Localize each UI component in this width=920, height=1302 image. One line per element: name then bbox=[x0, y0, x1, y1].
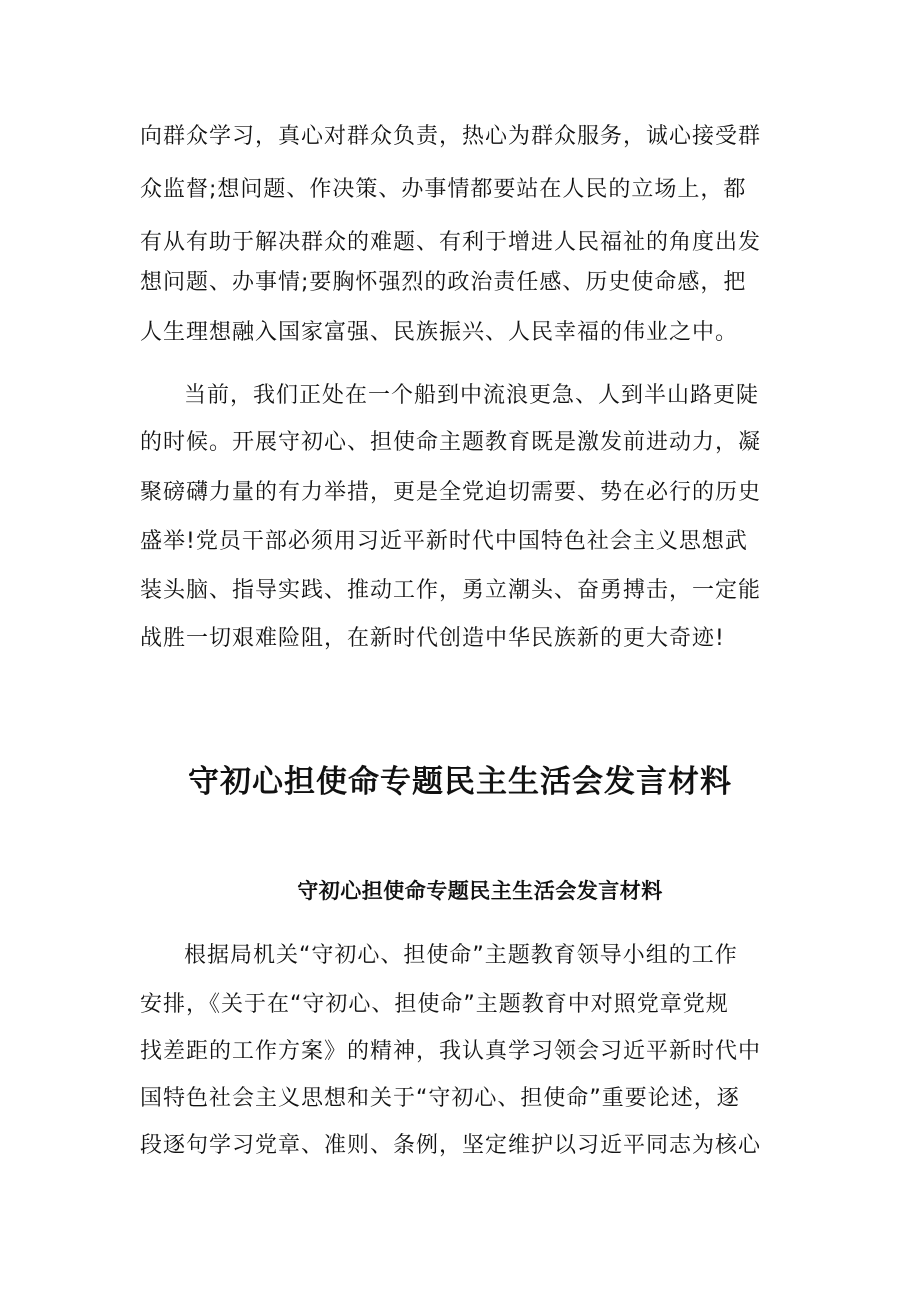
paragraph-line: 段逐句学习党章、准则、条例，坚定维护以习近平同志为核心 bbox=[140, 1133, 762, 1158]
paragraph-line: 聚磅礴力量的有力举措，更是全党迫切需要、势在必行的历史 bbox=[140, 480, 762, 505]
paragraph-line: 的时候。开展守初心、担使命主题教育既是激发前进动力，凝 bbox=[140, 430, 762, 455]
document-subtitle: 守初心担使命专题民主生活会发言材料 bbox=[297, 879, 663, 903]
paragraph-line: 国特色社会主义思想和关于“守初心、担使命”重要论述，逐 bbox=[140, 1086, 740, 1111]
paragraph-line: 盛举!党员干部必须用习近平新时代中国特色社会主义思想武 bbox=[140, 529, 748, 554]
paragraph-line: 有从有助于解决群众的难题、有利于增进人民福祉的角度出发 bbox=[140, 230, 762, 255]
paragraph-line: 战胜一切艰难险阻，在新时代创造中华民族新的更大奇迹! bbox=[140, 626, 725, 651]
paragraph-line: 想问题、办事情;要胸怀强烈的政治责任感、历史使命感，把 bbox=[140, 270, 747, 295]
paragraph-line: 当前，我们正处在一个船到中流浪更急、人到半山路更陡 bbox=[184, 383, 760, 408]
paragraph-line: 众监督;想问题、作决策、办事情都要站在人民的立场上，都 bbox=[140, 177, 747, 202]
paragraph-line: 向群众学习，真心对群众负责，热心为群众服务，诚心接受群 bbox=[140, 124, 762, 149]
document-title: 守初心担使命专题民主生活会发言材料 bbox=[188, 764, 732, 800]
paragraph-line: 找差距的工作方案》的精神，我认真学习领会习近平新时代中 bbox=[140, 1039, 762, 1064]
paragraph-line: 装头脑、指导实践、推动工作，勇立潮头、奋勇搏击，一定能 bbox=[140, 578, 762, 603]
paragraph-line: 根据局机关“守初心、担使命”主题教育领导小组的工作 bbox=[184, 943, 738, 968]
paragraph-line: 安排，《关于在“守初心、担使命”主题教育中对照党章党规 bbox=[140, 992, 729, 1017]
paragraph-line: 人生理想融入国家富强、民族振兴、人民幸福的伟业之中。 bbox=[140, 320, 739, 345]
